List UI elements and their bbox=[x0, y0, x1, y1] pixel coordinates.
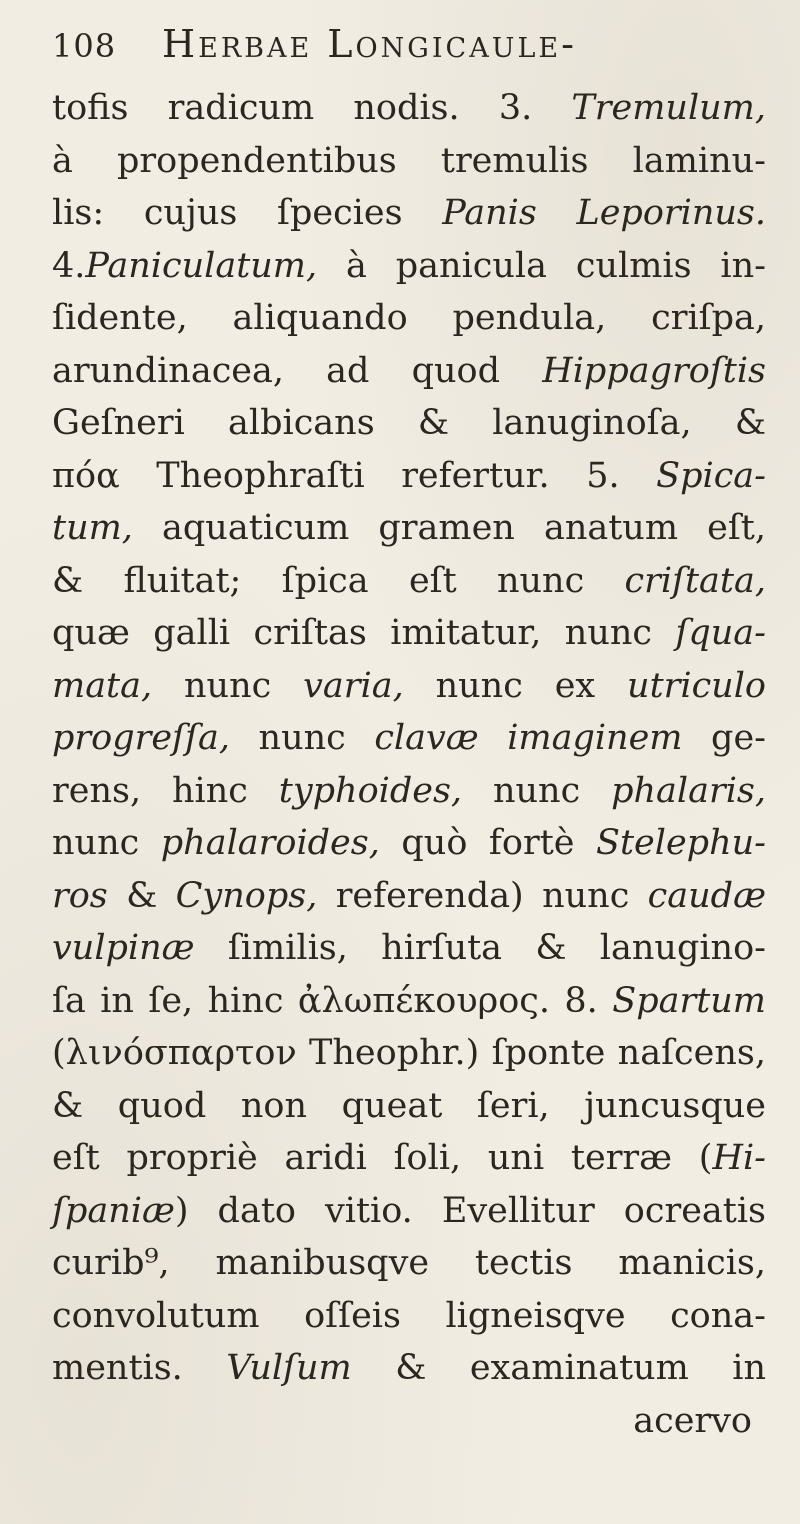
text-line bbox=[52, 187, 766, 240]
italic-text: Vulſum bbox=[226, 1348, 352, 1388]
italic-text: phalaroides, bbox=[160, 823, 380, 863]
italic-text: progreſſa, bbox=[52, 718, 230, 758]
italic-text: phalaris, bbox=[611, 770, 766, 811]
text-run: & quod non queat ſeri, juncusque bbox=[52, 1085, 766, 1126]
italic-text: Tremulum, bbox=[571, 88, 766, 128]
italic-text: ſpaniæ bbox=[52, 1190, 175, 1231]
text-line bbox=[52, 82, 766, 135]
italic-text: typhoides, bbox=[278, 770, 463, 811]
text-run: à panicula culmis in- bbox=[317, 245, 766, 286]
text-line bbox=[52, 397, 766, 450]
text-line bbox=[52, 555, 766, 608]
text-line bbox=[52, 1342, 766, 1395]
text-run: rens, hinc bbox=[52, 770, 279, 811]
text-run: referenda) nunc bbox=[317, 875, 648, 916]
italic-text: Hi- bbox=[712, 1138, 766, 1178]
text-run: & examinatum in bbox=[351, 1348, 766, 1388]
text-line bbox=[52, 240, 766, 293]
italic-text: Hippagroſtis bbox=[542, 350, 766, 391]
text-line bbox=[52, 1080, 766, 1133]
text-line bbox=[52, 660, 766, 713]
text-run: curib⁹, manibusqve tectis manicis, bbox=[52, 1243, 766, 1283]
text-run: mentis. bbox=[52, 1348, 227, 1388]
text-line bbox=[52, 450, 766, 503]
text-run: & bbox=[107, 875, 176, 916]
running-head bbox=[52, 22, 766, 80]
text-run: 4. bbox=[52, 245, 86, 286]
text-line bbox=[52, 607, 766, 660]
text-line bbox=[52, 765, 766, 818]
text-run: à propendentibus tremulis laminu- bbox=[52, 140, 766, 181]
italic-text: Cynops, bbox=[175, 875, 318, 916]
text-run: nunc ex bbox=[403, 665, 628, 706]
italic-text: Paniculatum, bbox=[85, 245, 318, 286]
text-line bbox=[52, 292, 766, 345]
text-run: eſt propriè aridi ſoli, uni terræ ( bbox=[52, 1138, 713, 1178]
italic-text: varia, bbox=[303, 665, 404, 706]
text-line bbox=[52, 1290, 766, 1343]
text-line bbox=[52, 817, 766, 870]
text-line bbox=[52, 502, 766, 555]
italic-text: criſtata, bbox=[624, 560, 766, 601]
italic-text: Spartum bbox=[612, 980, 766, 1021]
text-run: aquaticum gramen anatum eſt, bbox=[132, 508, 766, 548]
text-run: ſa in ſe, hinc ἀλωπέκουρος. 8. bbox=[52, 980, 613, 1021]
running-head-title: Herbae Longicaule- bbox=[162, 22, 577, 66]
text-line bbox=[52, 712, 766, 765]
text-run: quæ galli criſtas imitatur, nunc bbox=[52, 613, 676, 653]
text-run: ge- bbox=[682, 718, 766, 758]
catchword: acervo bbox=[633, 1400, 752, 1441]
text-line bbox=[52, 1027, 766, 1080]
text-run: πόα Theophraſti refertur. 5. bbox=[52, 455, 657, 496]
text-line bbox=[52, 1185, 766, 1238]
italic-text: clavæ imaginem bbox=[374, 718, 683, 758]
italic-text: mata, bbox=[52, 665, 153, 706]
italic-text: vulpinæ bbox=[52, 928, 195, 968]
italic-text: Spica- bbox=[656, 455, 766, 496]
text-run: quò fortè bbox=[379, 823, 597, 863]
body-text bbox=[52, 82, 766, 1395]
text-line bbox=[52, 345, 766, 398]
text-run: lis: cujus ſpecies bbox=[52, 193, 443, 233]
text-line bbox=[52, 1132, 766, 1185]
italic-text: tum, bbox=[52, 508, 133, 548]
italic-text: ſqua- bbox=[675, 613, 766, 653]
italic-text: caudæ bbox=[647, 875, 766, 916]
text-line bbox=[52, 922, 766, 975]
text-run: nunc bbox=[152, 665, 304, 706]
italic-text: ros bbox=[52, 875, 108, 916]
text-run: arundinacea, ad quod bbox=[52, 350, 543, 391]
catchword-line bbox=[52, 1395, 766, 1448]
italic-text: Stelephu- bbox=[596, 823, 766, 863]
text-run: ) dato vitio. Evellitur ocreatis bbox=[174, 1190, 766, 1231]
text-run: nunc bbox=[462, 770, 612, 811]
text-run: nunc bbox=[229, 718, 375, 758]
text-run: ſidente, aliquando pendula, criſpa, bbox=[52, 298, 766, 338]
text-run: convolutum oſſeis ligneisqve cona- bbox=[52, 1295, 766, 1336]
text-run: (λινόσπαρτον Theophr.) ſponte naſcens, bbox=[52, 1033, 766, 1073]
text-run: & fluitat; ſpica eſt nunc bbox=[52, 560, 625, 601]
text-run: nunc bbox=[52, 823, 161, 863]
italic-text: utriculo bbox=[627, 665, 766, 706]
text-line bbox=[52, 975, 766, 1028]
text-line bbox=[52, 135, 766, 188]
text-line bbox=[52, 1237, 766, 1290]
text-line bbox=[52, 870, 766, 923]
text-run: ſimilis, hirſuta & lanugino- bbox=[194, 928, 766, 968]
text-run: tofis radicum nodis. 3. bbox=[52, 88, 572, 128]
page-number: 108 bbox=[52, 27, 117, 65]
text-run: Geſneri albicans & lanuginoſa, & bbox=[52, 403, 766, 443]
italic-text: Panis Leporinus. bbox=[442, 193, 766, 233]
